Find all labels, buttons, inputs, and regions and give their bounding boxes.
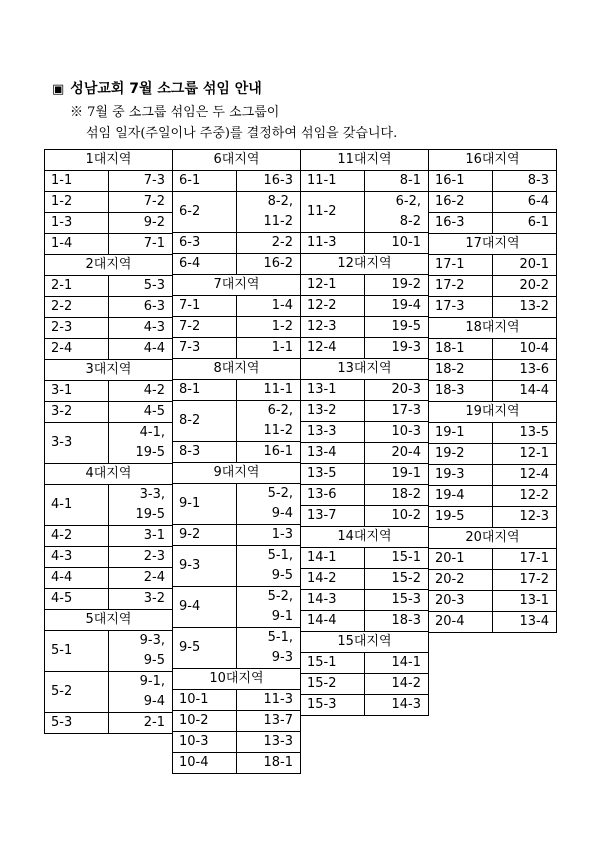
page-heading [52,78,262,98]
table-row [429,507,557,528]
region-header: 9대지역 [173,463,301,484]
table-row [45,192,173,213]
table-row [45,672,173,693]
paired-group-cell: 9-1 [237,607,301,628]
group-id-cell: 12-4 [301,338,365,359]
paired-group-cell: 13-6 [493,360,557,381]
paired-group-cell: 3-1 [109,526,173,547]
table-row [173,338,301,359]
group-id-cell: 4-4 [45,568,109,589]
paired-group-cell: 19-1 [365,464,429,485]
region-header-row [429,318,557,339]
group-id-cell: 4-2 [45,526,109,547]
region-header: 12대지역 [301,254,429,275]
table-row [45,526,173,547]
table-row [45,485,173,506]
table-row [173,587,301,608]
table-row [301,695,429,716]
paired-group-cell: 13-2 [493,297,557,318]
table-row [173,380,301,401]
table-row [301,171,429,192]
paired-group-cell: 12-1 [493,444,557,465]
group-id-cell: 9-2 [173,525,237,546]
region-header: 4대지역 [45,464,173,485]
table-row [45,276,173,297]
paired-group-cell: 14-1 [365,653,429,674]
group-id-cell: 13-2 [301,401,365,422]
region-header: 19대지역 [429,402,557,423]
paired-group-cell: 19-5 [365,317,429,338]
note-line-1: ※ 7월 중 소그룹 섞임은 두 소그룹이 [70,105,280,120]
region-header: 2대지역 [45,255,173,276]
region-column-2 [172,149,301,774]
group-id-cell: 9-4 [173,587,237,628]
paired-group-cell: 2-4 [109,568,173,589]
paired-group-cell: 5-1, [237,628,301,649]
note-line-2: 섞임 일자(주일이나 주중)를 결정하여 섞임을 갖습니다. [86,126,398,141]
table-row [429,213,557,234]
table-row [173,525,301,546]
table-row [301,653,429,674]
paired-group-cell: 5-2, [237,484,301,505]
paired-group-cell: 13-1 [493,591,557,612]
region-header: 18대지역 [429,318,557,339]
table-row [301,192,429,213]
group-id-cell: 16-2 [429,192,493,213]
table-row [429,360,557,381]
group-id-cell: 11-1 [301,171,365,192]
region-header: 13대지역 [301,359,429,380]
paired-group-cell: 13-5 [493,423,557,444]
paired-group-cell: 13-4 [493,612,557,633]
table-row [429,255,557,276]
group-id-cell: 11-3 [301,233,365,254]
paired-group-cell: 8-2 [365,212,429,233]
region-header-row [45,610,173,631]
region-header-row [429,150,557,171]
table-row [301,590,429,611]
table-row [429,423,557,444]
group-id-cell: 16-3 [429,213,493,234]
table-row [173,628,301,649]
paired-group-cell: 17-1 [493,549,557,570]
table-row [429,339,557,360]
table-row [301,611,429,632]
paired-group-cell: 9-2 [109,213,173,234]
paired-group-cell: 14-2 [365,674,429,695]
region-header: 1대지역 [45,150,173,171]
table-row [45,402,173,423]
paired-group-cell: 10-4 [493,339,557,360]
group-id-cell: 2-4 [45,339,109,360]
group-id-cell: 3-3 [45,423,109,464]
paired-group-cell: 4-5 [109,402,173,423]
square-bullet-icon: ▣ [52,82,65,97]
region-header-row [173,463,301,484]
group-id-cell: 9-3 [173,546,237,587]
table-row [45,631,173,652]
table-row [45,547,173,568]
paired-group-cell: 15-2 [365,569,429,590]
group-id-cell: 16-1 [429,171,493,192]
table-row [429,591,557,612]
group-id-cell: 18-3 [429,381,493,402]
paired-group-cell: 9-5 [237,566,301,587]
paired-group-cell: 9-4 [237,504,301,525]
paired-group-cell: 19-5 [109,505,173,526]
group-id-cell: 3-1 [45,381,109,402]
group-id-cell: 7-2 [173,317,237,338]
paired-group-cell: 11-3 [237,690,301,711]
paired-group-cell: 19-3 [365,338,429,359]
paired-group-cell: 15-1 [365,548,429,569]
group-id-cell: 14-1 [301,548,365,569]
table-row [301,674,429,695]
paired-group-cell: 9-5 [109,651,173,672]
paired-group-cell: 10-1 [365,233,429,254]
group-id-cell: 15-1 [301,653,365,674]
group-id-cell: 15-3 [301,695,365,716]
table-row [301,296,429,317]
table-row [173,317,301,338]
region-header-row [173,150,301,171]
group-id-cell: 13-3 [301,422,365,443]
region-header: 16대지역 [429,150,557,171]
group-id-cell: 5-2 [45,672,109,713]
paired-group-cell: 16-1 [237,442,301,463]
group-id-cell: 7-3 [173,338,237,359]
group-id-cell: 12-3 [301,317,365,338]
paired-group-cell: 16-2 [237,254,301,275]
table-row [45,589,173,610]
paired-group-cell: 5-3 [109,276,173,297]
paired-group-cell: 9-4 [109,692,173,713]
paired-group-cell: 14-3 [365,695,429,716]
region-header-row [45,464,173,485]
table-row [45,171,173,192]
paired-group-cell: 15-3 [365,590,429,611]
paired-group-cell: 11-1 [237,380,301,401]
table-row [301,317,429,338]
group-id-cell: 17-1 [429,255,493,276]
region-header: 8대지역 [173,359,301,380]
paired-group-cell: 20-2 [493,276,557,297]
group-id-cell: 2-3 [45,318,109,339]
group-id-cell: 14-4 [301,611,365,632]
paired-group-cell: 2-2 [237,233,301,254]
paired-group-cell: 9-1, [109,672,173,693]
paired-group-cell: 10-3 [365,422,429,443]
group-id-cell: 5-3 [45,713,109,734]
paired-group-cell: 13-7 [237,711,301,732]
group-id-cell: 4-1 [45,485,109,526]
table-row [429,465,557,486]
region-header-row [429,234,557,255]
paired-group-cell: 6-3 [109,297,173,318]
paired-group-cell: 1-2 [237,317,301,338]
group-id-cell: 6-1 [173,171,237,192]
group-id-cell: 8-1 [173,380,237,401]
paired-group-cell: 19-5 [109,443,173,464]
table-row [301,464,429,485]
paired-group-cell: 11-2 [237,421,301,442]
paired-group-cell: 4-2 [109,381,173,402]
region-column-1 [44,149,173,734]
region-header: 15대지역 [301,632,429,653]
paired-group-cell: 7-2 [109,192,173,213]
group-id-cell: 20-4 [429,612,493,633]
group-id-cell: 2-1 [45,276,109,297]
paired-group-cell: 6-1 [493,213,557,234]
paired-group-cell: 20-1 [493,255,557,276]
region-header-row [45,255,173,276]
paired-group-cell: 16-3 [237,171,301,192]
page-title: 성남교회 7월 소그룹 섞임 안내 [70,81,262,97]
group-id-cell: 19-5 [429,507,493,528]
paired-group-cell: 17-2 [493,570,557,591]
table-row [173,690,301,711]
paired-group-cell: 6-2, [365,192,429,213]
table-row [301,275,429,296]
region-header-row [429,528,557,549]
group-id-cell: 18-1 [429,339,493,360]
group-id-cell: 10-2 [173,711,237,732]
region-header-row [429,402,557,423]
table-row [45,318,173,339]
table-row [301,380,429,401]
group-id-cell: 19-3 [429,465,493,486]
region-header-row [301,150,429,171]
group-id-cell: 6-4 [173,254,237,275]
paired-group-cell: 2-1 [109,713,173,734]
table-row [429,192,557,213]
table-row [45,568,173,589]
paired-group-cell: 11-2 [237,212,301,233]
table-row [301,422,429,443]
group-id-cell: 11-2 [301,192,365,233]
region-header-row [301,527,429,548]
group-id-cell: 3-2 [45,402,109,423]
table-row [173,732,301,753]
group-id-cell: 13-7 [301,506,365,527]
table-row [429,612,557,633]
group-id-cell: 9-1 [173,484,237,525]
region-column-3 [300,149,429,716]
table-row [45,713,173,734]
group-id-cell: 13-5 [301,464,365,485]
table-row [429,276,557,297]
table-row [45,339,173,360]
group-id-cell: 4-5 [45,589,109,610]
paired-group-cell: 19-2 [365,275,429,296]
paired-group-cell: 8-1 [365,171,429,192]
table-row [173,484,301,505]
paired-group-cell: 13-3 [237,732,301,753]
paired-group-cell: 7-1 [109,234,173,255]
table-row [429,549,557,570]
group-id-cell: 12-2 [301,296,365,317]
paired-group-cell: 12-2 [493,486,557,507]
paired-group-cell: 18-1 [237,753,301,774]
region-header: 20대지역 [429,528,557,549]
table-row [173,192,301,213]
paired-group-cell: 1-3 [237,525,301,546]
group-id-cell: 4-3 [45,547,109,568]
table-row [301,548,429,569]
region-header-row [301,359,429,380]
table-row [173,546,301,567]
table-row [173,296,301,317]
paired-group-cell: 19-4 [365,296,429,317]
paired-group-cell: 3-3, [109,485,173,506]
group-id-cell: 1-2 [45,192,109,213]
group-id-cell: 7-1 [173,296,237,317]
paired-group-cell: 14-4 [493,381,557,402]
region-column-4 [428,149,557,633]
paired-group-cell: 17-3 [365,401,429,422]
group-id-cell: 14-2 [301,569,365,590]
group-id-cell: 6-2 [173,192,237,233]
table-row [173,711,301,732]
region-header: 14대지역 [301,527,429,548]
region-header: 5대지역 [45,610,173,631]
group-id-cell: 10-4 [173,753,237,774]
paired-group-cell: 6-4 [493,192,557,213]
region-header-row [45,150,173,171]
paired-group-cell: 8-2, [237,192,301,213]
group-id-cell: 14-3 [301,590,365,611]
group-id-cell: 10-1 [173,690,237,711]
group-id-cell: 13-6 [301,485,365,506]
paired-group-cell: 8-3 [493,171,557,192]
table-row [45,423,173,444]
table-row [429,486,557,507]
paired-group-cell: 18-3 [365,611,429,632]
paired-group-cell: 9-3 [237,648,301,669]
table-row [301,485,429,506]
paired-group-cell: 2-3 [109,547,173,568]
paired-group-cell: 9-3, [109,631,173,652]
table-row [173,442,301,463]
table-row [301,233,429,254]
region-header-row [173,275,301,296]
table-row [429,297,557,318]
region-header-row [173,359,301,380]
table-row [429,171,557,192]
region-header: 10대지역 [173,669,301,690]
table-row [301,401,429,422]
group-id-cell: 1-4 [45,234,109,255]
table-row [173,401,301,422]
paired-group-cell: 20-3 [365,380,429,401]
paired-group-cell: 5-1, [237,546,301,567]
paired-group-cell: 3-2 [109,589,173,610]
group-id-cell: 20-1 [429,549,493,570]
paired-group-cell: 12-4 [493,465,557,486]
region-header: 3대지역 [45,360,173,381]
table-row [301,338,429,359]
group-id-cell: 19-4 [429,486,493,507]
table-row [429,381,557,402]
region-header: 6대지역 [173,150,301,171]
group-id-cell: 17-3 [429,297,493,318]
table-row [45,213,173,234]
paired-group-cell: 20-4 [365,443,429,464]
region-header: 11대지역 [301,150,429,171]
group-id-cell: 20-3 [429,591,493,612]
region-header-row [173,669,301,690]
group-id-cell: 13-4 [301,443,365,464]
table-row [429,444,557,465]
group-id-cell: 15-2 [301,674,365,695]
paired-group-cell: 5-2, [237,587,301,608]
table-row [45,297,173,318]
group-id-cell: 1-1 [45,171,109,192]
paired-group-cell: 1-4 [237,296,301,317]
paired-group-cell: 7-3 [109,171,173,192]
region-header-row [301,632,429,653]
group-id-cell: 12-1 [301,275,365,296]
paired-group-cell: 6-2, [237,401,301,422]
group-id-cell: 20-2 [429,570,493,591]
table-row [301,443,429,464]
group-id-cell: 19-2 [429,444,493,465]
paired-group-cell: 4-3 [109,318,173,339]
group-id-cell: 18-2 [429,360,493,381]
group-id-cell: 8-2 [173,401,237,442]
table-row [45,381,173,402]
group-id-cell: 2-2 [45,297,109,318]
region-header: 17대지역 [429,234,557,255]
paired-group-cell: 1-1 [237,338,301,359]
table-row [45,234,173,255]
region-header-row [45,360,173,381]
group-id-cell: 6-3 [173,233,237,254]
group-id-cell: 19-1 [429,423,493,444]
region-header-row [301,254,429,275]
paired-group-cell: 18-2 [365,485,429,506]
group-id-cell: 9-5 [173,628,237,669]
table-row [173,753,301,774]
table-row [301,506,429,527]
paired-group-cell: 4-4 [109,339,173,360]
table-row [429,570,557,591]
table-row [173,254,301,275]
region-header: 7대지역 [173,275,301,296]
group-id-cell: 17-2 [429,276,493,297]
group-id-cell: 1-3 [45,213,109,234]
group-id-cell: 5-1 [45,631,109,672]
paired-group-cell: 4-1, [109,423,173,444]
group-id-cell: 8-3 [173,442,237,463]
table-row [173,233,301,254]
group-id-cell: 10-3 [173,732,237,753]
group-id-cell: 13-1 [301,380,365,401]
paired-group-cell: 12-3 [493,507,557,528]
table-row [301,569,429,590]
table-row [173,171,301,192]
paired-group-cell: 10-2 [365,506,429,527]
